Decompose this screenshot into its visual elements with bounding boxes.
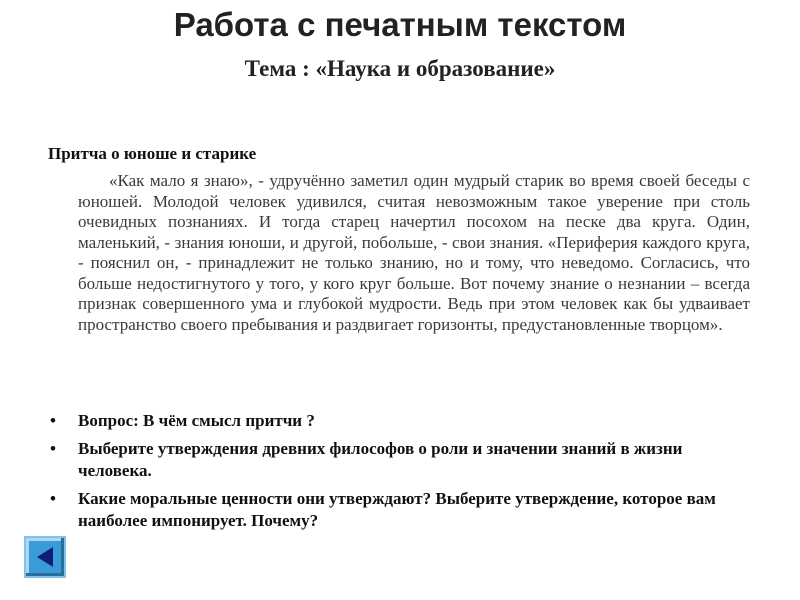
bullet-icon: • [50, 489, 56, 508]
parable-text-block [78, 171, 750, 335]
bullet-icon: • [50, 439, 56, 458]
task-text: Какие моральные ценности они утверждают? Выберите утверждение, которое вам наиболее импонирует. Почему? [78, 489, 716, 530]
task-list [50, 410, 740, 538]
back-arrow-icon [26, 538, 64, 576]
parable-heading: Притча о юноше и старике [48, 144, 257, 163]
slide-title: Работа с печатным текстом [173, 6, 627, 43]
task-item-question [50, 410, 740, 432]
task-text: Выберите утверждения древних философов о роли и значении знаний в жизни человека. [78, 439, 683, 480]
back-button[interactable] [24, 536, 66, 578]
task-text: Вопрос: В чём смысл притчи ? [78, 411, 315, 430]
bullet-icon: • [50, 411, 56, 430]
parable-paragraph: «Как мало я знаю», - удручённо заметил один мудрый старик во время своей беседы с юношей. Молодой человек удивился, считая невозможным такое уверение при столь очевидных познаниях. И тогда старец начертил посохом на песке два круга. Один, маленький, - знания юноши, и другой, побольше, - свои знания. «Периферия каждого круга, - пояснил он, - принадлежит не только знанию, но и тому, что неведомо. Согласись, что больше недостигнутого у того, у кого круг больше. Вот почему знание о незнании – всегда признак совершенного ума и глубокой мудрости. Ведь при этом человек как бы удваивает пространство своего пребывания и раздвигает горизонты, предустановленные творцом». [78, 171, 750, 334]
task-item-statements [50, 438, 740, 482]
slide-subtitle: Тема : «Наука и образование» [244, 56, 556, 81]
task-item-values [50, 488, 740, 532]
